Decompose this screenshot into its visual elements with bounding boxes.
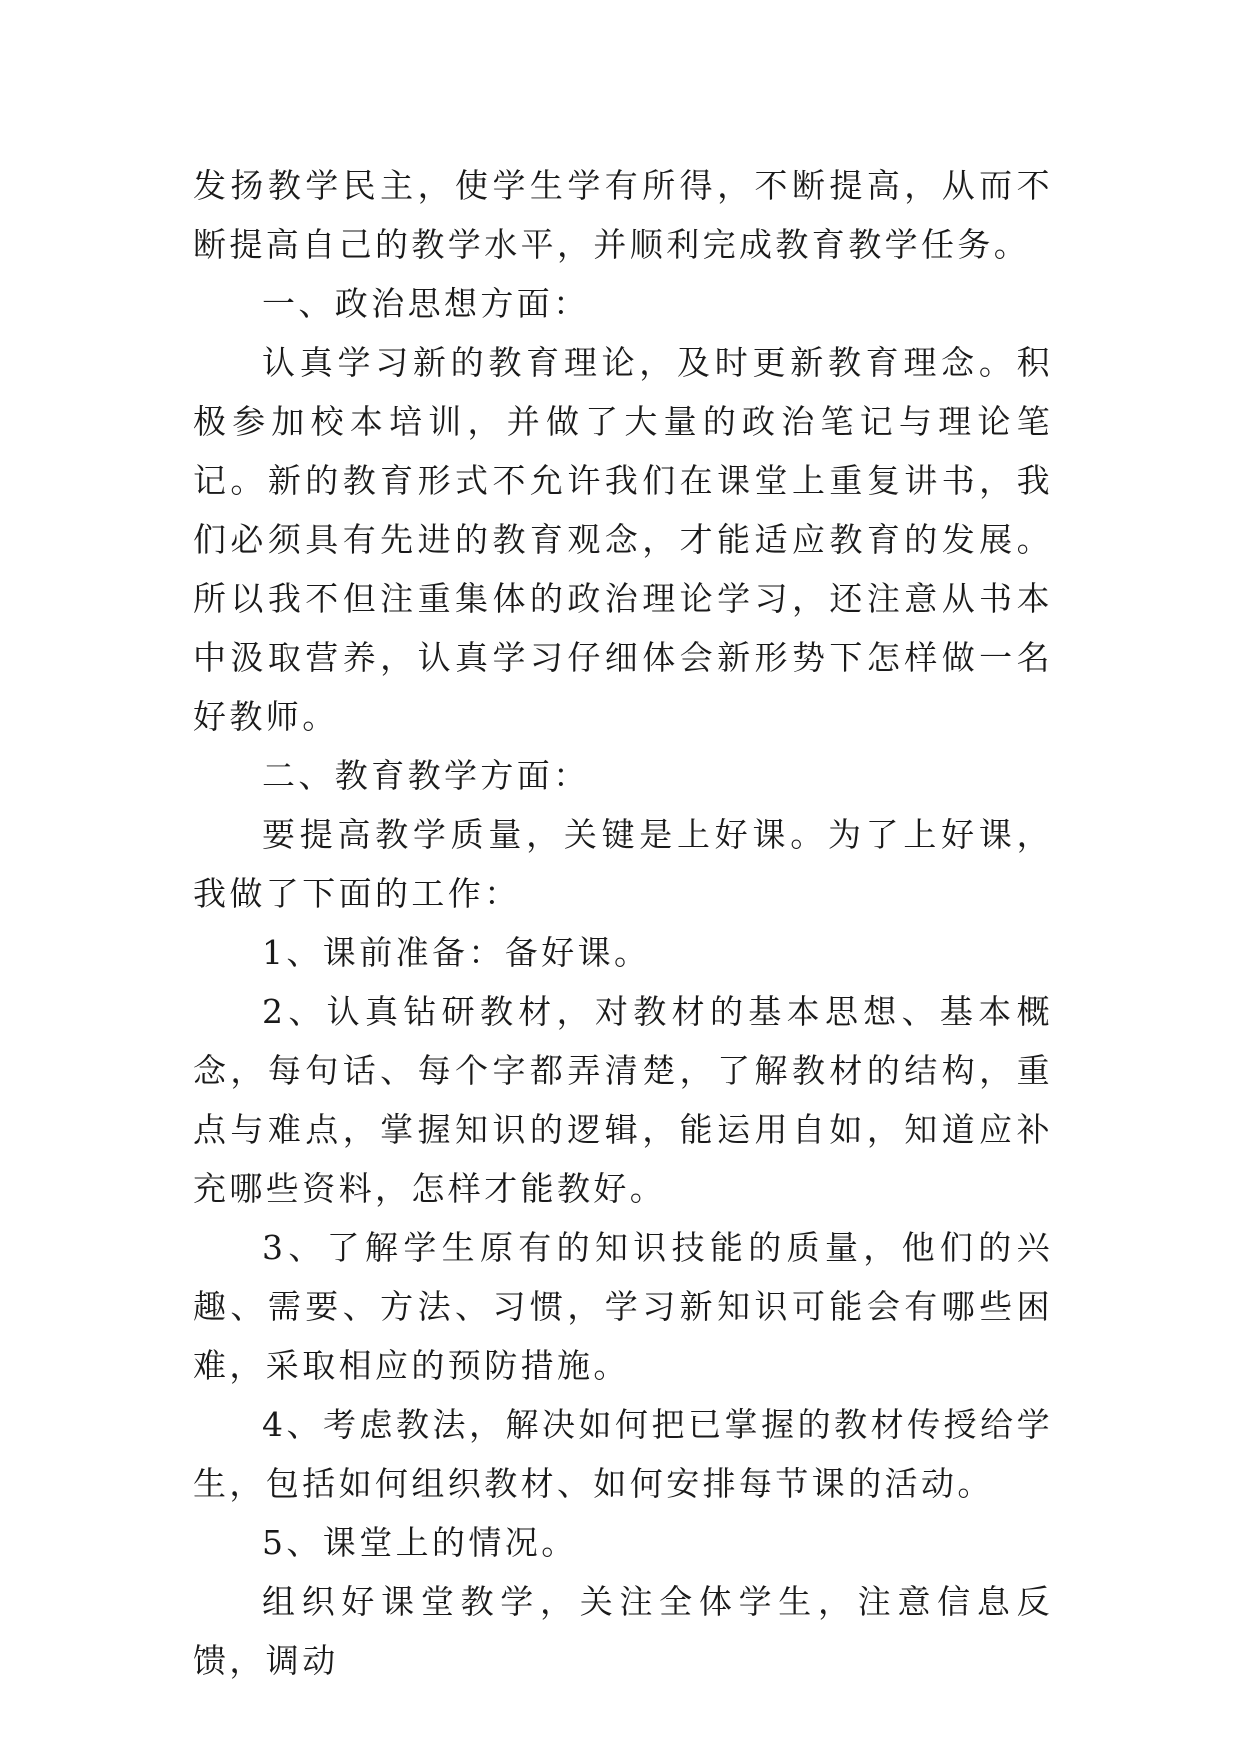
section-heading-teaching: 二、教育教学方面： — [262, 756, 590, 795]
paragraph-classroom: 组织好课堂教学，关注全体学生，注意信息反馈，调动 — [193, 1582, 1053, 1680]
paragraph-teaching-intro: 要提高教学质量，关键是上好课。为了上好课，我做了下面的工作： — [193, 815, 1053, 913]
list-item-3: 3、了解学生原有的知识技能的质量，他们的兴趣、需要、方法、习惯，学习新知识可能会有哪些困难，采取相应的预防措施。 — [193, 1228, 1053, 1385]
document-body — [193, 156, 1053, 1690]
section-heading-political: 一、政治思想方面： — [262, 284, 590, 323]
paragraph-intro: 发扬教学民主，使学生学有所得，不断提高，从而不断提高自己的教学水平，并顺利完成教育教学任务。 — [193, 166, 1053, 264]
list-item-4: 4、考虑教法，解决如何把已掌握的教材传授给学生，包括如何组织教材、如何安排每节课的活动。 — [193, 1405, 1053, 1503]
list-item-2: 2、认真钻研教材，对教材的基本思想、基本概念，每句话、每个字都弄清楚，了解教材的结构，重点与难点，掌握知识的逻辑，能运用自如，知道应补充哪些资料，怎样才能教好。 — [193, 992, 1053, 1208]
list-item-1: 1、课前准备：备好课。 — [262, 933, 651, 972]
paragraph-political: 认真学习新的教育理论，及时更新教育理念。积极参加校本培训，并做了大量的政治笔记与理论笔记。新的教育形式不允许我们在课堂上重复讲书，我们必须具有先进的教育观念，才能适应教育的发展。所以我不但注重集体的政治理论学习，还注意从书本中汲取营养，认真学习仔细体会新形势下怎样做一名好教师。 — [193, 343, 1053, 736]
list-item-5: 5、课堂上的情况。 — [262, 1523, 578, 1562]
